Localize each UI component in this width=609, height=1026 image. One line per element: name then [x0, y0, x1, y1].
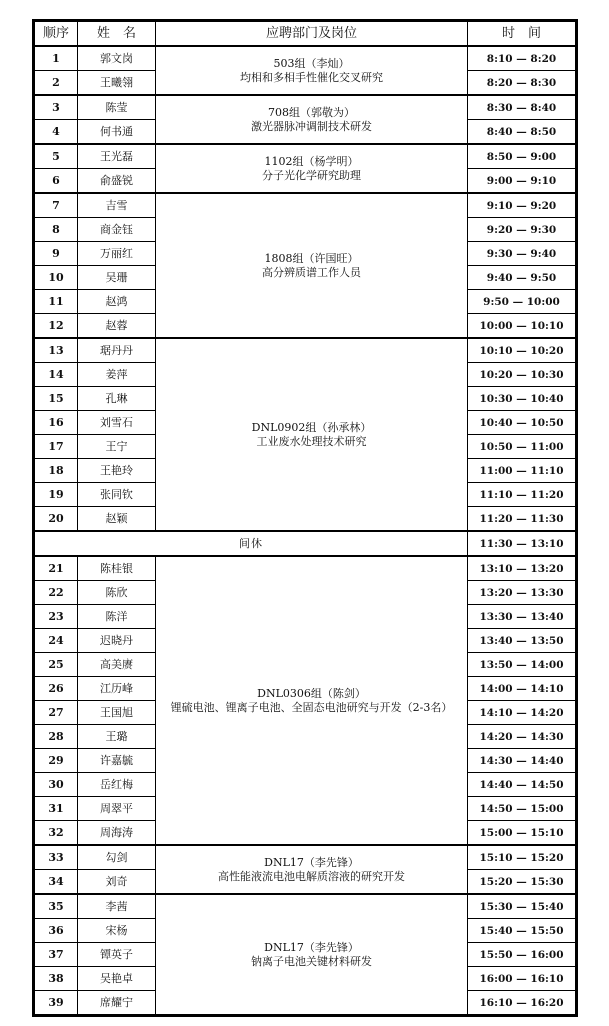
applicant-name: 宋杨	[78, 919, 156, 943]
row-number: 20	[35, 507, 78, 532]
time-slot: 8:30 — 8:40	[468, 95, 576, 120]
header-name: 姓 名	[78, 22, 156, 47]
break-label: 间休	[35, 531, 468, 556]
applicant-name: 周海涛	[78, 821, 156, 846]
row-number: 29	[35, 749, 78, 773]
time-slot: 14:50 — 15:00	[468, 797, 576, 821]
row-number: 27	[35, 701, 78, 725]
row-number: 38	[35, 967, 78, 991]
group-code: DNL17（李先锋）	[264, 940, 359, 954]
applicant-name: 王曦翎	[78, 71, 156, 96]
time-slot: 15:30 — 15:40	[468, 894, 576, 919]
row-number: 7	[35, 193, 78, 218]
table-row	[35, 556, 576, 581]
job-position: 分子光化学研究助理	[262, 168, 361, 182]
applicant-name: 孔琳	[78, 387, 156, 411]
row-number: 11	[35, 290, 78, 314]
row-number: 13	[35, 338, 78, 363]
time-slot: 9:20 — 9:30	[468, 218, 576, 242]
applicant-name: 刘雪石	[78, 411, 156, 435]
applicant-name: 周翠平	[78, 797, 156, 821]
applicant-name: 张同钦	[78, 483, 156, 507]
department-position	[156, 556, 468, 845]
applicant-name: 陈洋	[78, 605, 156, 629]
row-number: 12	[35, 314, 78, 339]
row-number: 31	[35, 797, 78, 821]
applicant-name: 郭文岗	[78, 46, 156, 71]
time-slot: 15:50 — 16:00	[468, 943, 576, 967]
applicant-name: 万丽红	[78, 242, 156, 266]
table-row	[35, 46, 576, 71]
row-number: 1	[35, 46, 78, 71]
time-slot: 13:10 — 13:20	[468, 556, 576, 581]
time-slot: 13:20 — 13:30	[468, 581, 576, 605]
time-slot: 8:20 — 8:30	[468, 71, 576, 96]
time-slot: 11:20 — 11:30	[468, 507, 576, 532]
row-number: 6	[35, 169, 78, 194]
row-number: 23	[35, 605, 78, 629]
table-row	[35, 338, 576, 363]
row-number: 30	[35, 773, 78, 797]
department-position	[156, 95, 468, 144]
row-number: 25	[35, 653, 78, 677]
time-slot: 8:10 — 8:20	[468, 46, 576, 71]
row-number: 37	[35, 943, 78, 967]
time-slot: 10:40 — 10:50	[468, 411, 576, 435]
row-number: 32	[35, 821, 78, 846]
applicant-name: 勾剑	[78, 845, 156, 870]
department-position	[156, 144, 468, 193]
group-code: 1102组（杨学明）	[264, 154, 359, 168]
applicant-name: 赵颖	[78, 507, 156, 532]
applicant-name: 李茜	[78, 894, 156, 919]
row-number: 28	[35, 725, 78, 749]
row-number: 39	[35, 991, 78, 1015]
applicant-name: 岳红梅	[78, 773, 156, 797]
time-slot: 15:10 — 15:20	[468, 845, 576, 870]
time-slot: 16:10 — 16:20	[468, 991, 576, 1015]
applicant-name: 许嘉毓	[78, 749, 156, 773]
applicant-name: 王璐	[78, 725, 156, 749]
time-slot: 10:50 — 11:00	[468, 435, 576, 459]
row-number: 5	[35, 144, 78, 169]
applicant-name: 镡英子	[78, 943, 156, 967]
department-position	[156, 46, 468, 95]
job-position: 高分辨质谱工作人员	[262, 265, 361, 279]
row-number: 35	[35, 894, 78, 919]
group-code: DNL0902组（孙承林）	[251, 420, 372, 434]
time-slot: 11:10 — 11:20	[468, 483, 576, 507]
table-row	[35, 193, 576, 218]
applicant-name: 赵蓉	[78, 314, 156, 339]
applicant-name: 俞盛锐	[78, 169, 156, 194]
table-row	[35, 845, 576, 870]
time-slot: 9:40 — 9:50	[468, 266, 576, 290]
time-slot: 11:00 — 11:10	[468, 459, 576, 483]
time-slot: 14:00 — 14:10	[468, 677, 576, 701]
break-time: 11:30 — 13:10	[468, 531, 576, 556]
row-number: 17	[35, 435, 78, 459]
row-number: 9	[35, 242, 78, 266]
applicant-name: 吴珊	[78, 266, 156, 290]
applicant-name: 吴艳卓	[78, 967, 156, 991]
applicant-name: 江历峰	[78, 677, 156, 701]
header-seq: 顺序	[35, 22, 78, 47]
applicant-name: 吉雪	[78, 193, 156, 218]
time-slot: 10:00 — 10:10	[468, 314, 576, 339]
row-number: 15	[35, 387, 78, 411]
job-position: 工业废水处理技术研究	[256, 434, 367, 448]
row-number: 10	[35, 266, 78, 290]
row-number: 3	[35, 95, 78, 120]
group-code: 1808组（许国旺）	[264, 251, 359, 265]
applicant-name: 商金钰	[78, 218, 156, 242]
row-number: 22	[35, 581, 78, 605]
time-slot: 9:50 — 10:00	[468, 290, 576, 314]
time-slot: 13:50 — 14:00	[468, 653, 576, 677]
header-row	[35, 22, 576, 47]
row-number: 8	[35, 218, 78, 242]
applicant-name: 姜萍	[78, 363, 156, 387]
time-slot: 8:40 — 8:50	[468, 120, 576, 145]
applicant-name: 赵鸿	[78, 290, 156, 314]
table-row	[35, 894, 576, 919]
applicant-name: 迟晓丹	[78, 629, 156, 653]
applicant-name: 王艳玲	[78, 459, 156, 483]
time-slot: 9:00 — 9:10	[468, 169, 576, 194]
department-position	[156, 338, 468, 531]
row-number: 21	[35, 556, 78, 581]
job-position: 均相和多相手性催化交叉研究	[240, 70, 383, 84]
group-code: 503组（李灿）	[273, 56, 350, 70]
table-row	[35, 144, 576, 169]
header-time: 时 间	[468, 22, 576, 47]
time-slot: 10:20 — 10:30	[468, 363, 576, 387]
department-position	[156, 845, 468, 894]
row-number: 26	[35, 677, 78, 701]
applicant-name: 陈莹	[78, 95, 156, 120]
job-position: 锂硫电池、锂离子电池、全固态电池研究与开发（2-3名）	[170, 700, 453, 714]
time-slot: 9:30 — 9:40	[468, 242, 576, 266]
row-number: 14	[35, 363, 78, 387]
row-number: 4	[35, 120, 78, 145]
time-slot: 10:10 — 10:20	[468, 338, 576, 363]
row-number: 36	[35, 919, 78, 943]
row-number: 24	[35, 629, 78, 653]
interview-schedule-table	[34, 21, 576, 1015]
applicant-name: 高美赓	[78, 653, 156, 677]
time-slot: 14:30 — 14:40	[468, 749, 576, 773]
table-row	[35, 95, 576, 120]
time-slot: 15:20 — 15:30	[468, 870, 576, 895]
time-slot: 15:40 — 15:50	[468, 919, 576, 943]
time-slot: 10:30 — 10:40	[468, 387, 576, 411]
job-position: 激光器脉冲调制技术研发	[251, 119, 372, 133]
time-slot: 14:20 — 14:30	[468, 725, 576, 749]
applicant-name: 王宁	[78, 435, 156, 459]
time-slot: 14:10 — 14:20	[468, 701, 576, 725]
row-number: 18	[35, 459, 78, 483]
job-position: 高性能液流电池电解质溶液的研究开发	[218, 869, 405, 883]
applicant-name: 琚丹丹	[78, 338, 156, 363]
group-code: DNL0306组（陈剑）	[257, 686, 366, 700]
time-slot: 15:00 — 15:10	[468, 821, 576, 846]
applicant-name: 刘奇	[78, 870, 156, 895]
applicant-name: 王光磊	[78, 144, 156, 169]
break-row	[35, 531, 576, 556]
time-slot: 13:40 — 13:50	[468, 629, 576, 653]
row-number: 16	[35, 411, 78, 435]
time-slot: 13:30 — 13:40	[468, 605, 576, 629]
group-code: 708组（郭敬为）	[268, 105, 355, 119]
applicant-name: 王国旭	[78, 701, 156, 725]
applicant-name: 陈欣	[78, 581, 156, 605]
department-position	[156, 894, 468, 1015]
job-position: 钠离子电池关键材料研发	[251, 954, 372, 968]
row-number: 33	[35, 845, 78, 870]
applicant-name: 陈桂银	[78, 556, 156, 581]
header-dept: 应聘部门及岗位	[156, 22, 468, 47]
row-number: 19	[35, 483, 78, 507]
group-code: DNL17（李先锋）	[264, 855, 359, 869]
time-slot: 14:40 — 14:50	[468, 773, 576, 797]
time-slot: 9:10 — 9:20	[468, 193, 576, 218]
applicant-name: 席耀宁	[78, 991, 156, 1015]
time-slot: 16:00 — 16:10	[468, 967, 576, 991]
department-position	[156, 193, 468, 338]
row-number: 34	[35, 870, 78, 895]
applicant-name: 何书通	[78, 120, 156, 145]
row-number: 2	[35, 71, 78, 96]
time-slot: 8:50 — 9:00	[468, 144, 576, 169]
